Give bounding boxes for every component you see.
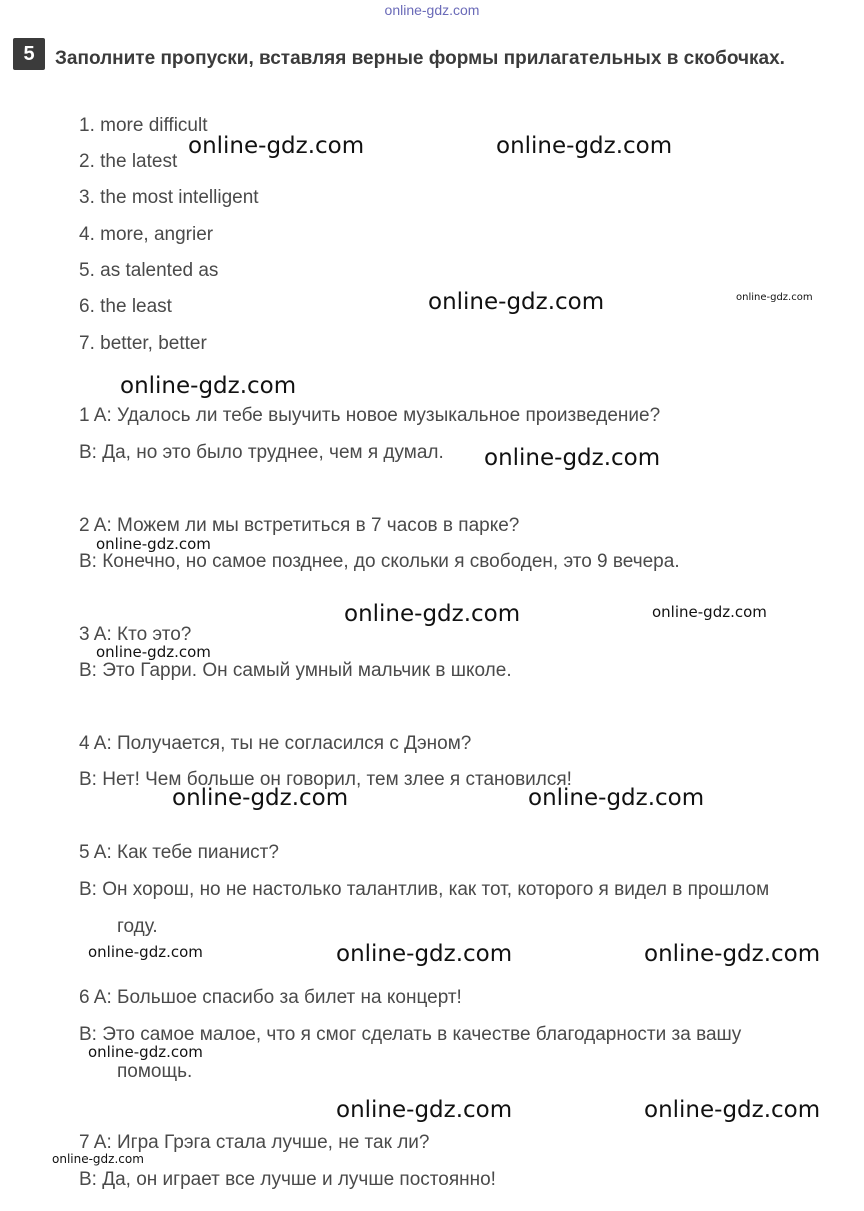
dialogue-line-b: B: Конечно, но самое позднее, до скольки я свободен, это 9 вечера. [79, 551, 680, 572]
dialogue-line-b: B: Нет! Чем больше он говорил, тем злее я становился! [79, 769, 572, 790]
dialogue-line-b-text: B: Это самое малое, что я смог сделать в качестве благодарности за вашу [79, 1024, 742, 1045]
watermark: online-gdz.com [336, 1097, 513, 1123]
dialogue-line-a: 5 A: Как тебе пианист? [79, 842, 279, 863]
watermark: online-gdz.com [96, 643, 211, 661]
watermark: online-gdz.com [644, 941, 821, 967]
dialogue-line-b-continuation: помощь. [117, 1061, 193, 1082]
watermark: online-gdz.com [496, 133, 673, 159]
watermark: online-gdz.com [120, 373, 297, 399]
dialogue-line-b: B: Да, он играет все лучше и лучше постоянно! [79, 1169, 496, 1190]
dialogue-line-a: 1 A: Удалось ли тебе выучить новое музыкальное произведение? [79, 405, 661, 426]
exercise-number-badge: 5 [13, 38, 45, 70]
answer-item: 5. as talented as [79, 260, 219, 281]
watermark: online-gdz.com [88, 943, 203, 961]
watermark: online-gdz.com [644, 1097, 821, 1123]
answer-item: 4. more, angrier [79, 224, 214, 245]
watermark: online-gdz.com [172, 785, 349, 811]
dialogue-line-a: 4 A: Получается, ты не согласился с Дэном? [79, 733, 472, 754]
dialogue-line-b-continuation: году. [117, 916, 158, 937]
watermark: online-gdz.com [484, 445, 661, 471]
watermark: online-gdz.com [188, 133, 365, 159]
header-watermark: online-gdz.com [384, 2, 480, 18]
exercise-title: Заполните пропуски, вставляя верные формы прилагательных в скобочках. [55, 48, 785, 69]
watermark: online-gdz.com [96, 535, 211, 553]
answer-item: 3. the most intelligent [79, 187, 259, 208]
dialogue-line-b-text: B: Он хорош, но не настолько талантлив, как тот, которого я видел в прошлом [79, 879, 770, 900]
answer-item: 6. the least [79, 296, 172, 317]
answer-item: 1. more difficult [79, 115, 208, 136]
dialogue-line-a: 6 A: Большое спасибо за билет на концерт! [79, 987, 462, 1008]
dialogue-line-b [79, 871, 851, 945]
dialogue-line-a: 7 A: Игра Грэга стала лучше, не так ли? [79, 1132, 430, 1153]
answer-item: 2. the latest [79, 151, 178, 172]
watermark: online-gdz.com [428, 289, 605, 315]
answer-item: 7. better, better [79, 333, 207, 354]
watermark: online-gdz.com [528, 785, 705, 811]
watermark: online-gdz.com [88, 1043, 203, 1061]
dialogue-line-b: B: Да, но это было труднее, чем я думал. [79, 442, 444, 463]
watermark: online-gdz.com [336, 941, 513, 967]
dialogue-line-a: 3 A: Кто это? [79, 624, 192, 645]
watermark: online-gdz.com [344, 601, 521, 627]
watermark: online-gdz.com [736, 292, 813, 303]
watermark: online-gdz.com [52, 1152, 144, 1166]
watermark: online-gdz.com [652, 603, 767, 621]
dialogue-line-b: B: Это Гарри. Он самый умный мальчик в школе. [79, 660, 512, 681]
dialogue-line-a: 2 A: Можем ли мы встретиться в 7 часов в парке? [79, 515, 520, 536]
